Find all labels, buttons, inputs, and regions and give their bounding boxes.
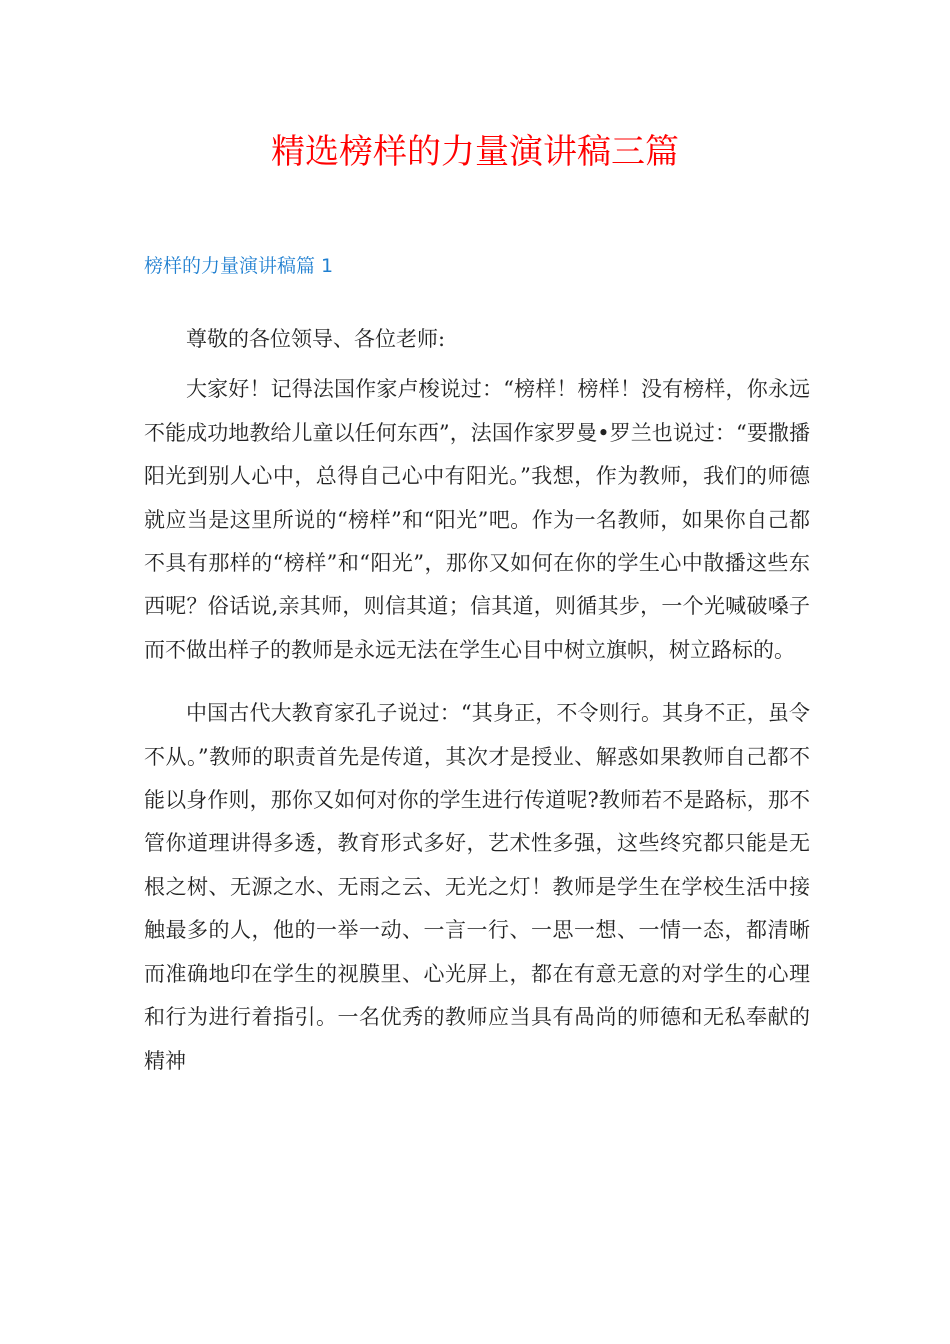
document-body — [144, 318, 810, 1083]
document-title: 精选榜样的力量演讲稿三篇 — [271, 132, 679, 172]
paragraph-1: 大家好！记得法国作家卢梭说过：“榜样！榜样！没有榜样，你永远不能成功地教给儿童以任何东西”，法国作家罗曼•罗兰也说过：“要撒播阳光到别人心中，总得自己心中有阳光。”我想，作为教师，我们的师德就应当是这里所说的“榜样”和“阳光”吧。作为一名教师，如果你自己都不具有那样的“榜样”和“阳光”，那你又如何在你的学生心中散播这些东西呢？俗话说,亲其师，则信其道；信其道，则循其步，一个光喊破嗓子而不做出样子的教师是永远无法在学生心目中树立旗帜，树立路标的。 — [144, 377, 810, 662]
section-heading: 榜样的力量演讲稿篇 1 — [144, 255, 334, 277]
paragraph-2: 中国古代大教育家孔子说过：“其身正，不令则行。其身不正，虽令不从。”教师的职责首先是传道，其次才是授业、解惑如果教师自己都不能以身作则，那你又如何对你的学生进行传道呢?教师若不是路标，那不管你道理讲得多透，教育形式多好，艺术性多强，这些终究都只能是无根之树、无源之水、无雨之云、无光之灯！教师是学生在学校生活中接触最多的人，他的一举一动、一言一行、一思一想、一情一态，都清晰而准确地印在学生的视膜里、心光屏上，都在有意无意的对学生的心理和行为进行着指引。一名优秀的教师应当具有咼尚的师德和无私奉献的精神 — [144, 701, 810, 1073]
paragraph-salutation: 尊敬的各位领导、各位老师: — [186, 327, 446, 351]
